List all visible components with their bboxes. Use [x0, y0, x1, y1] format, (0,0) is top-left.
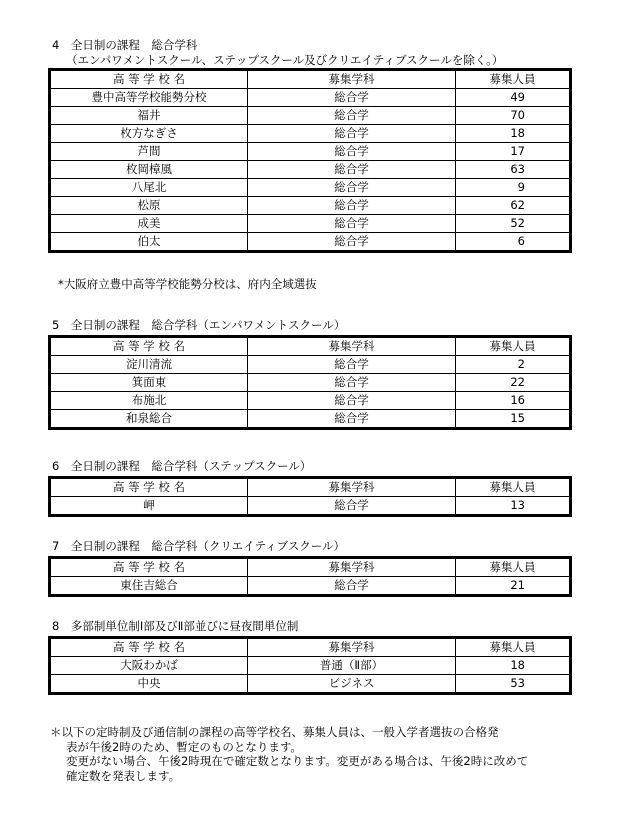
- school-name-cell: 中央: [50, 675, 248, 694]
- school-name-cell: 箕面東: [50, 374, 248, 392]
- department-cell: 総合学: [248, 215, 456, 233]
- table-row: [50, 179, 571, 197]
- department-cell: ビジネス: [248, 675, 456, 694]
- department-cell: 普通（Ⅱ部）: [248, 657, 456, 675]
- capacity-cell: 6: [456, 233, 571, 252]
- table-row: [50, 89, 571, 107]
- school-name-cell: 松原: [50, 197, 248, 215]
- header-capacity: 募集人員: [456, 70, 571, 89]
- header-department: 募集学科: [248, 478, 456, 497]
- header-school-name: 高 等 学 校 名: [50, 478, 248, 497]
- section-4-subtitle: （エンパワメントスクール、ステップスクール及びクリエイティブスクールを除く。）: [66, 53, 504, 67]
- header-school-name: 高 等 学 校 名: [50, 558, 248, 577]
- capacity-cell: 63: [456, 161, 571, 179]
- school-name-cell: 淀川清流: [50, 356, 248, 374]
- table-row: [50, 107, 571, 125]
- school-name-cell: 成美: [50, 215, 248, 233]
- capacity-cell: 15: [456, 410, 571, 429]
- section-5-title: 5 全日制の課程 総合学科（エンパワメントスクール）: [52, 318, 346, 332]
- capacity-cell: 49: [456, 89, 571, 107]
- school-name-cell: 伯太: [50, 233, 248, 252]
- department-cell: 総合学: [248, 497, 456, 516]
- department-cell: 総合学: [248, 374, 456, 392]
- department-cell: 総合学: [248, 107, 456, 125]
- section-6-title: 6 全日制の課程 総合学科（ステップスクール）: [52, 459, 312, 473]
- header-school-name: 高 等 学 校 名: [50, 337, 248, 356]
- table-header-row: [50, 638, 571, 657]
- capacity-cell: 2: [456, 356, 571, 374]
- capacity-cell: 13: [456, 497, 571, 516]
- department-cell: 総合学: [248, 410, 456, 429]
- header-school-name: 高 等 学 校 名: [50, 638, 248, 657]
- header-department: 募集学科: [248, 337, 456, 356]
- table-row: [50, 161, 571, 179]
- table-header-row: [50, 478, 571, 497]
- table-row: [50, 497, 571, 516]
- section-7-table: [48, 556, 572, 597]
- capacity-cell: 17: [456, 143, 571, 161]
- header-department: 募集学科: [248, 638, 456, 657]
- capacity-cell: 52: [456, 215, 571, 233]
- table-row: [50, 374, 571, 392]
- table-header-row: [50, 558, 571, 577]
- department-cell: 総合学: [248, 356, 456, 374]
- capacity-cell: 9: [456, 179, 571, 197]
- school-name-cell: 芦間: [50, 143, 248, 161]
- footnote-line: 表が午後2時のため、暫定のものとなります。: [66, 739, 302, 754]
- capacity-cell: 18: [456, 125, 571, 143]
- section-6-table: [48, 476, 572, 517]
- capacity-cell: 22: [456, 374, 571, 392]
- header-capacity: 募集人員: [456, 558, 571, 577]
- header-capacity: 募集人員: [456, 337, 571, 356]
- capacity-cell: 16: [456, 392, 571, 410]
- section-4-table: [48, 68, 572, 253]
- table-row: [50, 577, 571, 596]
- table-row: [50, 233, 571, 252]
- department-cell: 総合学: [248, 197, 456, 215]
- table-row: [50, 215, 571, 233]
- capacity-cell: 21: [456, 577, 571, 596]
- school-name-cell: 岬: [50, 497, 248, 516]
- school-name-cell: 和泉総合: [50, 410, 248, 429]
- section-4-title: 4 全日制の課程 総合学科: [52, 38, 198, 52]
- capacity-cell: 18: [456, 657, 571, 675]
- department-cell: 総合学: [248, 179, 456, 197]
- school-name-cell: 福井: [50, 107, 248, 125]
- department-cell: 総合学: [248, 577, 456, 596]
- table-row: [50, 675, 571, 694]
- school-name-cell: 大阪わかば: [50, 657, 248, 675]
- table-row: [50, 410, 571, 429]
- school-name-cell: 布施北: [50, 392, 248, 410]
- department-cell: 総合学: [248, 233, 456, 252]
- capacity-cell: 53: [456, 675, 571, 694]
- header-capacity: 募集人員: [456, 478, 571, 497]
- table-row: [50, 125, 571, 143]
- table-header-row: [50, 337, 571, 356]
- department-cell: 総合学: [248, 89, 456, 107]
- table-header-row: [50, 70, 571, 89]
- footnote-line: ＊以下の定時制及び通信制の課程の高等学校名、募集人員は、一般入学者選抜の合格発: [50, 725, 499, 739]
- footnote: [50, 725, 528, 783]
- school-name-cell: 枚岡樟風: [50, 161, 248, 179]
- table-row: [50, 356, 571, 374]
- table-row: [50, 392, 571, 410]
- department-cell: 総合学: [248, 143, 456, 161]
- table-row: [50, 197, 571, 215]
- header-department: 募集学科: [248, 558, 456, 577]
- department-cell: 総合学: [248, 125, 456, 143]
- header-capacity: 募集人員: [456, 638, 571, 657]
- school-name-cell: 東住吉総合: [50, 577, 248, 596]
- section-5-table: [48, 335, 572, 430]
- capacity-cell: 62: [456, 197, 571, 215]
- table-row: [50, 143, 571, 161]
- department-cell: 総合学: [248, 161, 456, 179]
- school-name-cell: 豊中高等学校能勢分校: [50, 89, 248, 107]
- school-name-cell: 八尾北: [50, 179, 248, 197]
- section-7-title: 7 全日制の課程 総合学科（クリエイティブスクール）: [52, 539, 345, 553]
- department-cell: 総合学: [248, 392, 456, 410]
- footnote-line: 確定数を発表します。: [66, 768, 181, 783]
- header-department: 募集学科: [248, 70, 456, 89]
- section-4-note: *大阪府立豊中高等学校能勢分校は、府内全域選抜: [58, 277, 317, 291]
- school-name-cell: 枚方なぎさ: [50, 125, 248, 143]
- section-8-title: 8 多部制単位制Ⅰ部及びⅡ部並びに昼夜間単位制: [52, 619, 299, 633]
- section-8-table: [48, 636, 572, 695]
- header-school-name: 高 等 学 校 名: [50, 70, 248, 89]
- footnote-line: 変更がない場合、午後2時現在で確定数となります。変更がある場合は、午後2時に改めて: [66, 754, 529, 768]
- capacity-cell: 70: [456, 107, 571, 125]
- table-row: [50, 657, 571, 675]
